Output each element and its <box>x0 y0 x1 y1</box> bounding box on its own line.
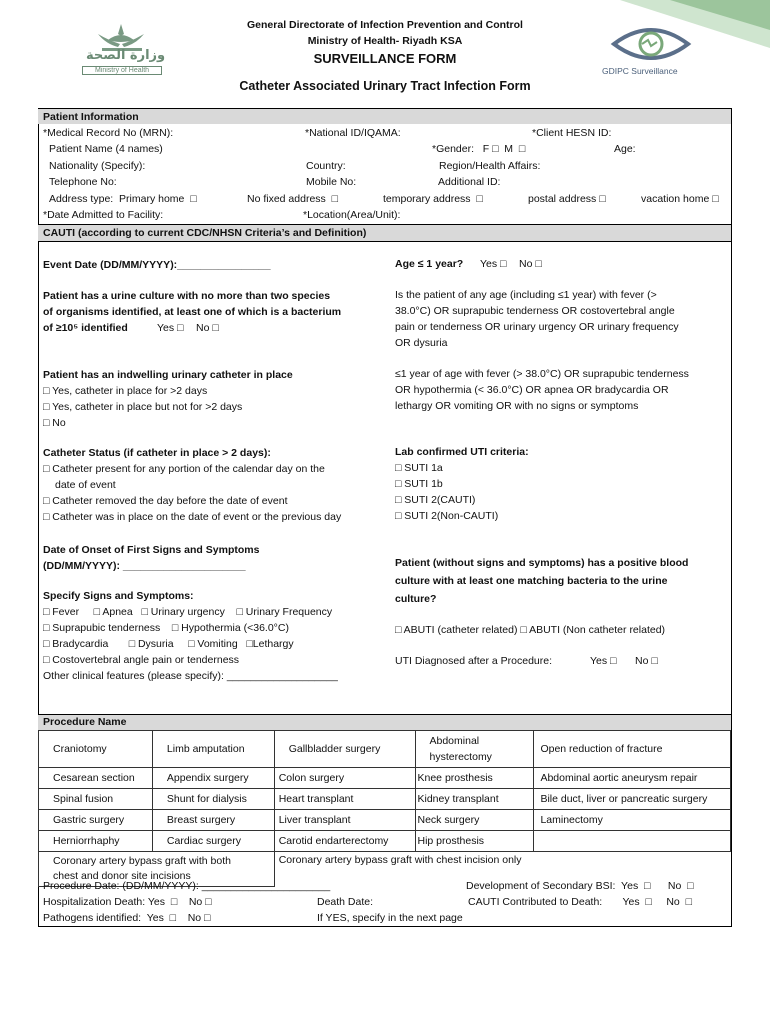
onset-date-line2: (DD/MM/YYYY): _____________________ <box>43 560 246 572</box>
procedure-cell[interactable]: Liver transplant <box>274 810 415 831</box>
lab-option-suti2-cauti[interactable]: □ SUTI 2(CAUTI) <box>395 494 476 506</box>
procedure-cell[interactable]: Cardiac surgery <box>152 831 274 852</box>
table-row <box>39 789 731 810</box>
procedure-cell[interactable]: Colon surgery <box>274 768 415 789</box>
procedure-cell[interactable]: Spinal fusion <box>39 789 153 810</box>
catheter-status-title: Catheter Status (if catheter in place > 2 days): <box>43 447 271 459</box>
cauti-contributed-death[interactable]: CAUTI Contributed to Death: Yes □ No □ <box>468 896 692 908</box>
procedure-cell[interactable]: Breast surgery <box>152 810 274 831</box>
gender-label[interactable]: *Gender: F □ M □ <box>432 143 526 155</box>
urine-culture-line1: Patient has a urine culture with no more than two species <box>43 290 331 302</box>
age-question: Age ≤ 1 year? <box>395 258 464 270</box>
age-label: Age: <box>614 143 636 155</box>
procedure-section-bar <box>38 715 731 730</box>
table-row <box>39 810 731 831</box>
catheter-status-option-2[interactable]: □ Catheter removed the day before the date of event <box>43 495 288 507</box>
procedure-cell[interactable]: Bile duct, liver or pancreatic surgery <box>534 789 731 810</box>
abuti-options[interactable]: □ ABUTI (catheter related) □ ABUTI (Non catheter related) <box>395 624 666 636</box>
infant-line2: OR hypothermia (< 36.0°C) OR apnea OR bradycardia OR <box>395 384 669 396</box>
procedure-cell-cabg-both[interactable]: Coronary artery bypass graft with both chest and donor site incisions <box>39 852 275 887</box>
table-row <box>39 831 731 852</box>
procedure-cell[interactable]: Shunt for dialysis <box>152 789 274 810</box>
procedure-date-label: Procedure Date: (DD/MM/YYYY): ______________________ <box>43 880 331 892</box>
procedure-cell[interactable]: Hip prosthesis <box>415 831 534 852</box>
procedure-cell[interactable]: Limb amputation <box>152 731 274 768</box>
procedure-cell[interactable]: Abdominal hysterectomy <box>415 731 534 768</box>
address-no-fixed[interactable]: No fixed address □ <box>247 193 338 205</box>
signs-row-1[interactable]: □ Fever □ Apnea □ Urinary urgency □ Urinary Frequency <box>43 606 333 618</box>
mobile-label: Mobile No: <box>306 176 357 188</box>
procedure-section-title: Procedure Name <box>43 716 127 728</box>
address-vacation[interactable]: vacation home □ <box>641 193 719 205</box>
uti-proc-yes-checkbox[interactable]: Yes □ <box>590 655 617 667</box>
address-postal[interactable]: postal address □ <box>528 193 606 205</box>
moh-logo-arabic: وزارة الصحة <box>86 48 166 63</box>
any-age-line3: pain or tenderness OR urinary urgency OR urinary frequency <box>395 321 679 333</box>
age-no-checkbox[interactable]: No □ <box>519 258 542 270</box>
telephone-label: Telephone No: <box>49 176 117 188</box>
indwelling-option-3[interactable]: □ No <box>43 417 66 429</box>
lab-option-suti2-noncauti[interactable]: □ SUTI 2(Non-CAUTI) <box>395 510 499 522</box>
pathogens-identified[interactable]: Pathogens identified: Yes □ No □ <box>43 912 211 924</box>
infant-line1: ≤1 year of age with fever (> 38.0°C) OR suprapubic tenderness <box>395 368 689 380</box>
form-subtitle: Catheter Associated Urinary Tract Infection Form <box>239 79 531 93</box>
urine-culture-line2: of organisms identified, at least one of which is a bacterium <box>43 306 342 318</box>
table-row <box>39 731 731 768</box>
procedure-cell[interactable]: Kidney transplant <box>415 789 534 810</box>
signs-row-2[interactable]: □ Suprapubic tenderness □ Hypothermia (<36.0°C) <box>43 622 289 634</box>
catheter-status-option-1b: date of event <box>55 479 116 491</box>
procedure-table <box>38 730 731 887</box>
procedure-cell[interactable]: Laminectomy <box>534 810 731 831</box>
procedure-cell[interactable]: Heart transplant <box>274 789 415 810</box>
specify-next-page: If YES, specify in the next page <box>317 912 463 924</box>
procedure-cell[interactable]: Neck surgery <box>415 810 534 831</box>
signs-row-3[interactable]: □ Bradycardia □ Dysuria □ Vomiting □Lethargy <box>43 638 294 650</box>
procedure-cell[interactable]: Knee prosthesis <box>415 768 534 789</box>
procedure-cell[interactable]: Carotid endarterectomy <box>274 831 415 852</box>
region-label: Region/Health Affairs: <box>439 160 541 172</box>
patient-section-title: Patient Information <box>43 111 139 123</box>
address-temporary[interactable]: temporary address □ <box>383 193 483 205</box>
lab-option-suti1a[interactable]: □ SUTI 1a <box>395 462 443 474</box>
moh-logo-text: Ministry of Health <box>82 66 162 75</box>
indwelling-option-2[interactable]: □ Yes, catheter in place but not for >2 days <box>43 401 243 413</box>
indwelling-title: Patient has an indwelling urinary catheter in place <box>43 369 293 381</box>
catheter-status-option-3[interactable]: □ Catheter was in place on the date of event or the previous day <box>43 511 342 523</box>
mrn-label: *Medical Record No (MRN): <box>43 127 174 139</box>
catheter-status-option-1[interactable]: □ Catheter present for any portion of the calendar day on the <box>43 463 325 475</box>
procedure-cell-cabg-chest[interactable]: Coronary artery bypass graft with chest incision only <box>274 852 730 887</box>
additional-id-label: Additional ID: <box>438 176 501 188</box>
blood-culture-line3: culture? <box>395 593 437 605</box>
death-date-label: Death Date: <box>317 896 374 908</box>
procedure-cell[interactable]: Gastric surgery <box>39 810 153 831</box>
frame-right <box>731 108 732 926</box>
header-directorate: General Directorate of Infection Prevention and Control <box>247 19 523 31</box>
patient-section-bar <box>38 109 731 124</box>
procedure-cell[interactable]: Appendix surgery <box>152 768 274 789</box>
lab-option-suti1b[interactable]: □ SUTI 1b <box>395 478 443 490</box>
nationality-label: Nationality (Specify): <box>49 160 146 172</box>
other-clinical-features: Other clinical features (please specify): ___________________ <box>43 670 338 682</box>
procedure-cell[interactable]: Abdominal aortic aneurysm repair <box>534 768 731 789</box>
urine-no-checkbox[interactable]: No □ <box>196 322 219 334</box>
form-title: SURVEILLANCE FORM <box>313 51 457 66</box>
any-age-line2: 38.0°C) OR suprapubic tenderness OR costovertebral angle <box>395 305 675 317</box>
gdipc-logo-text: GDIPC Surveillance <box>602 66 678 76</box>
national-id-label: *National ID/IQAMA: <box>305 127 401 139</box>
any-age-line1: Is the patient of any age (including ≤1 year) with fever (> <box>395 289 657 301</box>
event-date-label: Event Date (DD/MM/YYYY):________________ <box>43 259 271 271</box>
patient-name-label: Patient Name (4 names) <box>49 143 163 155</box>
lab-criteria-title: Lab confirmed UTI criteria: <box>395 446 529 458</box>
procedure-cell[interactable]: Gallbladder surgery <box>274 731 415 768</box>
table-row <box>39 768 731 789</box>
location-label: *Location(Area/Unit): <box>303 209 401 221</box>
indwelling-option-1[interactable]: □ Yes, catheter in place for >2 days <box>43 385 208 397</box>
hospitalization-death[interactable]: Hospitalization Death: Yes □ No □ <box>43 896 212 908</box>
date-admitted-label: *Date Admitted to Facility: <box>43 209 164 221</box>
procedure-cell[interactable]: Open reduction of fracture <box>534 731 731 768</box>
cauti-section-title: CAUTI (according to current CDC/NHSN Criteria’s and Definition) <box>43 227 367 239</box>
secondary-bsi[interactable]: Development of Secondary BSI: Yes □ No □ <box>466 880 694 892</box>
uti-proc-no-checkbox[interactable]: No □ <box>635 655 658 667</box>
blood-culture-line2: culture with at least one matching bacteria to the urine <box>395 575 668 587</box>
age-yes-checkbox[interactable]: Yes □ <box>480 258 507 270</box>
address-type-primary[interactable]: Address type: Primary home □ <box>49 193 197 205</box>
uti-after-procedure-label: UTI Diagnosed after a Procedure: <box>395 655 552 667</box>
blood-culture-line1: Patient (without signs and symptoms) has a positive blood <box>395 557 689 569</box>
cauti-bar-bottom <box>38 241 731 242</box>
frame-bottom <box>38 926 732 927</box>
country-label: Country: <box>306 160 346 172</box>
infant-line3: lethargy OR vomiting OR with no signs or symptoms <box>395 400 639 412</box>
signs-row-4[interactable]: □ Costovertebral angle pain or tenderness <box>43 654 240 666</box>
urine-culture-line3: of ≥10⁵ identified <box>43 322 128 334</box>
procedure-cell[interactable]: Herniorrhaphy <box>39 831 153 852</box>
procedure-cell[interactable]: Craniotomy <box>39 731 153 768</box>
header-ministry: Ministry of Health- Riyadh KSA <box>307 35 463 47</box>
procedure-cell[interactable]: Cesarean section <box>39 768 153 789</box>
urine-yes-checkbox[interactable]: Yes □ <box>157 322 184 334</box>
procedure-cell[interactable] <box>534 831 731 852</box>
hesn-label: *Client HESN ID: <box>532 127 612 139</box>
onset-date-line1: Date of Onset of First Signs and Symptoms <box>43 544 260 556</box>
signs-title: Specify Signs and Symptoms: <box>43 590 194 602</box>
any-age-line4: OR dysuria <box>395 337 448 349</box>
